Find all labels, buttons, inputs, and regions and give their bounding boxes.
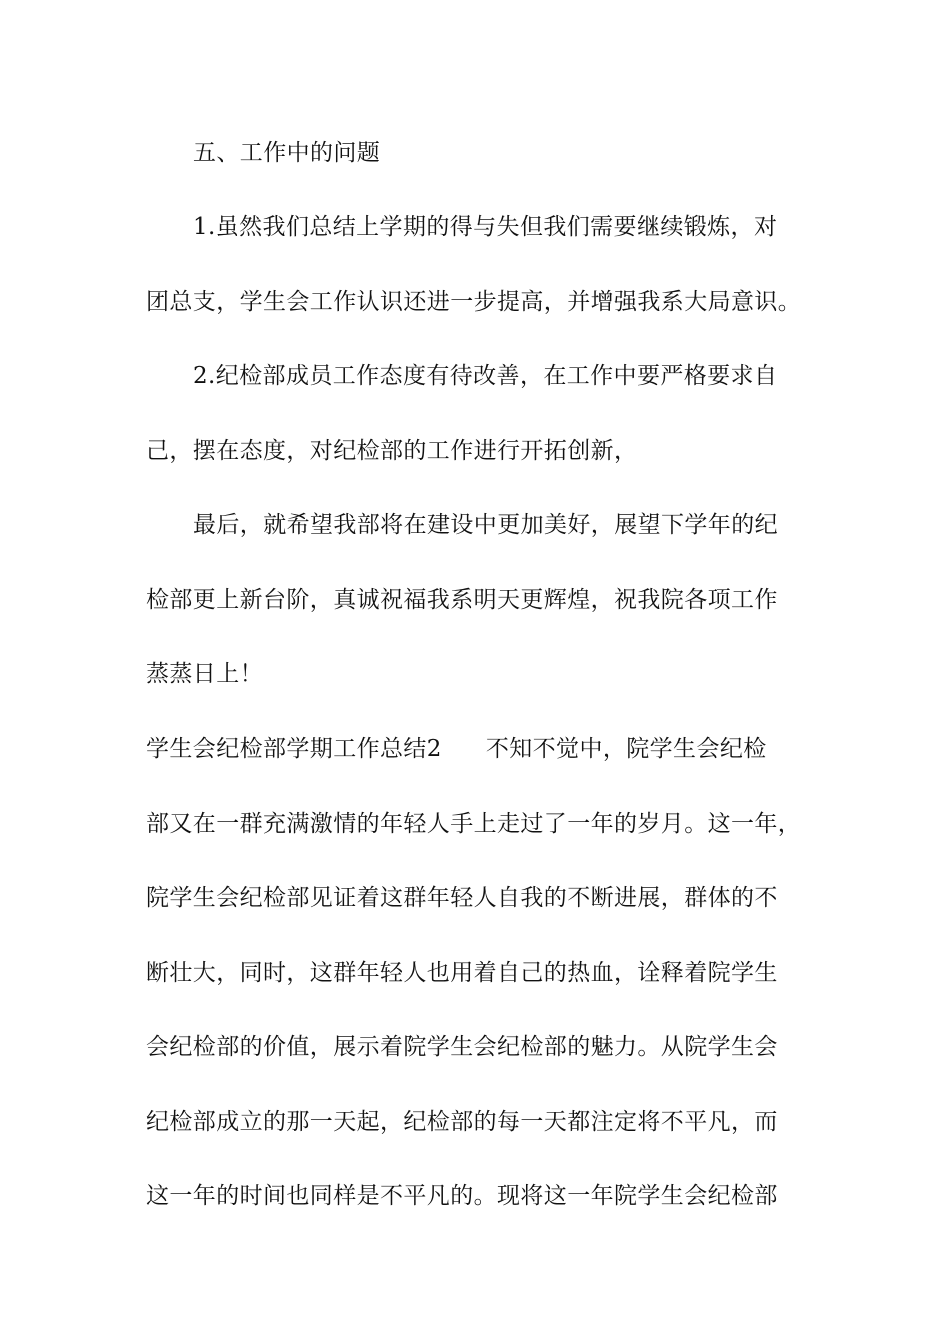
paragraph-line: 断壮大，同时，这群年轻人也用着自己的热血，诠释着院学生 [146,960,778,986]
paragraph-line: 这一年的时间也同样是不平凡的。现将这一年院学生会纪检部 [146,1183,778,1209]
paragraph-line: 1.虽然我们总结上学期的得与失但我们需要继续锻炼，对 [193,214,778,240]
paragraph-line: 院学生会纪检部见证着这群年轻人自我的不断进展，群体的不 [146,885,778,911]
paragraph-line: 2.纪检部成员工作态度有待改善，在工作中要严格要求自 [193,363,778,389]
paragraph-line: 蒸蒸日上！ [146,661,263,687]
paragraph-line: 最后，就希望我部将在建设中更加美好，展望下学年的纪 [193,512,778,538]
paragraph-line: 己，摆在态度，对纪检部的工作进行开拓创新， [146,438,638,464]
document-title: 学生会纪检部学期工作总结2 [146,736,442,762]
paragraph-line: 会纪检部的价值，展示着院学生会纪检部的魅力。从院学生会 [146,1034,778,1060]
paragraph-start: 不知不觉中，院学生会纪检 [485,736,767,762]
title-line [146,734,836,764]
paragraph-line: 团总支，学生会工作认识还进一步提高，并增强我系大局意识。 [146,289,802,315]
paragraph-line: 纪检部成立的那一天起，纪检部的每一天都注定将不平凡，而 [146,1109,778,1135]
paragraph-line: 检部更上新台阶，真诚祝福我系明天更辉煌，祝我院各项工作 [146,587,778,613]
section-heading: 五、工作中的问题 [193,140,381,166]
paragraph-line: 部又在一群充满激情的年轻人手上走过了一年的岁月。这一年， [146,811,802,837]
